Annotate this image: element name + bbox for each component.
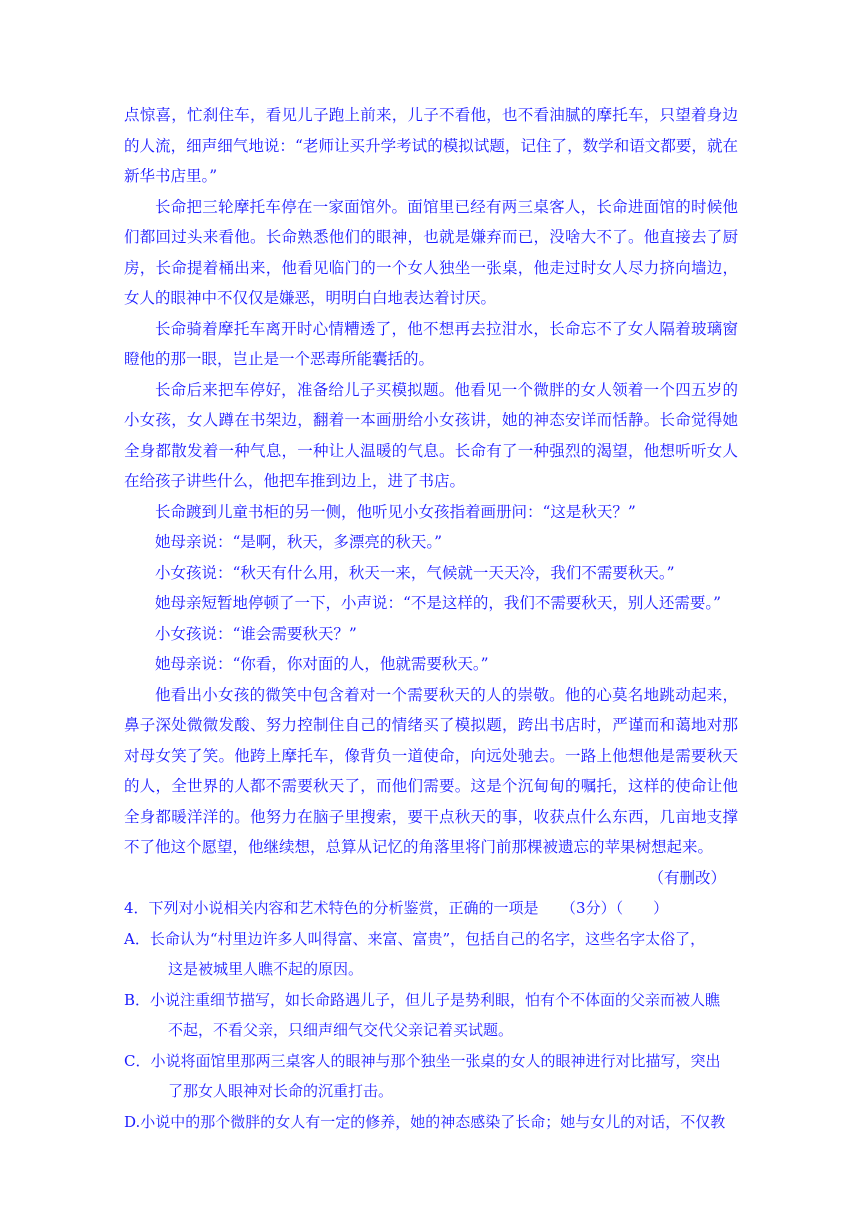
passage-paragraph: 小女孩说：“谁会需要秋天？” [155,624,357,643]
answer-option [124,924,738,985]
passage-paragraph: 她母亲说：“是啊，秋天，多漂亮的秋天。” [155,533,443,551]
answer-options [124,924,738,1138]
option-text: B．小说注重细节描写，如长命路遇儿子，但儿子是势利眼，怕有个不体面的父亲而被人瞧 [124,990,721,1009]
option-text: C．小说将面馆里那两三桌客人的眼神与那个独坐一张桌的女人的眼神进行对比描写，突出 [124,1051,721,1070]
option-text: A．长命认为“村里边许多人叫得富、来富、富贵”，包括自己的名字，这些名字太俗了， [124,929,706,948]
reading-passage [124,100,738,863]
passage-paragraph: 她母亲说：“你看，你对面的人，他就需要秋天。” [155,655,489,673]
answer-option [124,1107,738,1138]
question-4 [124,893,738,1137]
passage-paragraph: 点惊喜，忙刹住车，看见儿子跑上前来，儿子不看他，也不看油腻的摩托车，只望着身边的人流，细声细气地说：“老师让买升学考试的模拟试题，记住了，数学和语文都要，就在新华书店里。” [124,106,738,185]
option-text: D.小说中的那个微胖的女人有一定的修养，她的神态感染了长命；她与女儿的对话，不仅教 [124,1112,726,1131]
option-text-continued: 了那女人眼神对长命的沉重打击。 [168,1082,394,1100]
passage-paragraph: 长命踱到儿童书柜的另一侧，他听见小女孩指着画册问：“这是秋天？” [155,502,636,521]
option-text-continued: 这是被城里人瞧不起的原因。 [168,960,364,978]
answer-option [124,985,738,1046]
passage-paragraph: 长命后来把车停好，准备给儿子买模拟题。他看见一个微胖的女人领着一个四五岁的小女孩，女人蹲在书架边，翻着一本画册给小女孩讲，她的神态安详而恬静。长命觉得她全身都散发着一种气息，一种让人温暖的气息。长命有了一种强烈的渴望，他想听听女人在给孩子讲些什么，他把车推到边上，进了书店。 [124,380,738,490]
answer-option [124,1046,738,1107]
passage-paragraph: 小女孩说：“秋天有什么用，秋天一来，气候就一天天冷，我们不需要秋天。” [155,563,675,582]
passage-paragraph: 长命把三轮摩托车停在一家面馆外。面馆里已经有两三桌客人，长命进面馆的时候他们都回过头来看他。长命熟悉他们的眼神，也就是嫌弃而已，没啥大不了。他直接去了厨房，长命提着桶出来，他看见临门的一个女人独坐一张桌，他走过时女人尽力挤向墙边，女人的眼神中不仅仅是嫌恶，明明白白地表达着讨厌。 [124,197,738,307]
document-body [124,100,738,1137]
edit-note: （有删改） [648,868,726,887]
question-stem: 4．下列对小说相关内容和艺术特色的分析鉴赏，正确的一项是 （3分）（ ） [124,899,669,917]
option-text-continued: 不起，不看父亲，只细声细气交代父亲记着买试题。 [168,1021,514,1039]
passage-paragraph: 她母亲短暂地停顿了一下，小声说：“不是这样的，我们不需要秋天，别人还需要。” [155,594,722,612]
passage-paragraph: 长命骑着摩托车离开时心情糟透了，他不想再去拉泔水，长命忘不了女人隔着玻璃窗瞪他的那一眼，岂止是一个恶毒所能囊括的。 [124,319,738,368]
passage-paragraph: 他看出小女孩的微笑中包含着对一个需要秋天的人的崇敬。他的心莫名地跳动起来，鼻子深处微微发酸、努力控制住自己的情绪买了模拟题，跨出书店时，严谨而和蔼地对那对母女笑了笑。他跨上摩托车，像背负一道使命，向远处驰去。一路上他想他是需要秋天的人，全世界的人都不需要秋天了，而他们需要。这是个沉甸甸的嘱托，这样的使命让他全身都暖洋洋的。他努力在脑子里搜索，要干点秋天的事，收获点什么东西，几亩地支撑不了他这个愿望，他继续想，总算从记忆的角落里将门前那棵被遗忘的苹果树想起来。 [124,685,738,856]
